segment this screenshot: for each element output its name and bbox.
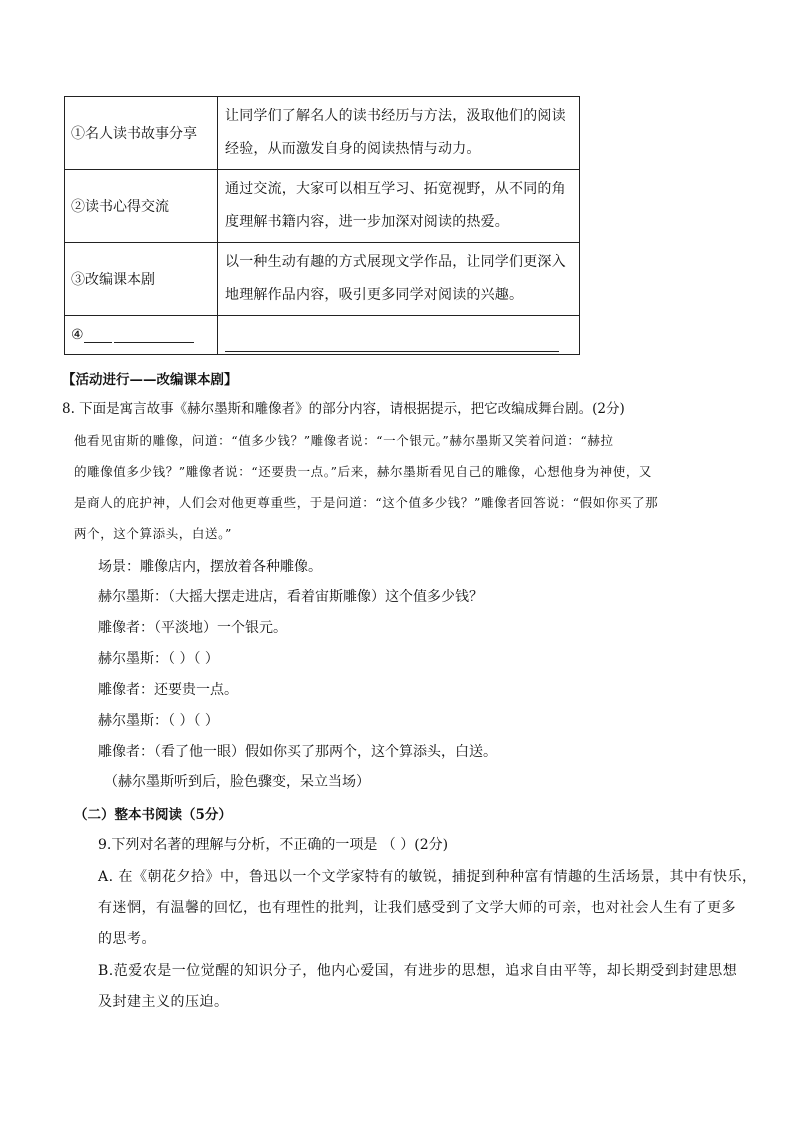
activity-item: ③改编课本剧: [65, 243, 218, 316]
script-line: 雕像者：还要贵一点。: [98, 682, 238, 698]
option-a-line: 有迷惘，有温馨的回忆，也有理性的批判，让我们感受到了文学大师的可亲，也对社会人生有了更多: [98, 900, 736, 916]
table-row: [65, 316, 580, 355]
activity-description: [218, 170, 580, 243]
table-row: [65, 97, 580, 170]
answer-blank[interactable]: [84, 328, 112, 343]
table-row: [65, 170, 580, 243]
section-heading: （二）整本书阅读（5分）: [74, 807, 232, 823]
description-line: 经验，从而激发自身的阅读热情与动力。: [225, 141, 481, 157]
answer-blank[interactable]: [114, 328, 194, 343]
script-line: 赫尔墨斯：（大摇大摆走进店，看着宙斯雕像）这个值多少钱？: [98, 589, 483, 605]
activity-description: [218, 243, 580, 316]
activity-item-blank[interactable]: [65, 316, 218, 355]
passage-line: 是商人的庇护神，人们会对他更尊重些，于是问道：“这个值多少钱？”雕像者回答说：“假如你买了那: [74, 495, 659, 510]
script-line: 雕像者：（看了他一眼）假如你买了那两个，这个算添头，白送。: [98, 744, 497, 760]
option-a-line: A. 在《朝花夕拾》中，鲁迅以一个文学家特有的敏锐，捕捉到种种富有情趣的生活场景，其中有快乐，: [98, 869, 757, 885]
script-line: 场景：雕像店内，摆放着各种雕像。: [98, 559, 322, 575]
description-line: 让同学们了解名人的读书经历与方法，汲取他们的阅读: [225, 108, 566, 124]
description-line: 度理解书籍内容，进一步加深对阅读的热爱。: [225, 214, 509, 230]
passage-line: 两个，这个算添头，白送。”: [74, 526, 232, 541]
passage-line: 他看见宙斯的雕像，问道：“值多少钱？”雕像者说：“一个银元。”赫尔墨斯又笑着问道：“赫拉: [74, 433, 614, 448]
activity-description-blank[interactable]: [218, 316, 580, 355]
item-number: ④: [71, 327, 84, 343]
activity-table: [64, 96, 580, 355]
answer-blank[interactable]: [265, 337, 559, 352]
table-row: [65, 243, 580, 316]
activity-item: ①名人读书故事分享: [65, 97, 218, 170]
question-9-prompt: 9.下列对名著的理解与分析，不正确的一项是 （ ）(2分): [98, 837, 449, 853]
script-line-blank[interactable]: 赫尔墨斯：（ ）（ ）: [98, 651, 219, 667]
description-line: 地理解作品内容，吸引更多同学对阅读的兴趣。: [225, 287, 524, 303]
option-b-line: B.范爱农是一位觉醒的知识分子，他内心爱国，有进步的思想，追求自由平等，却长期受到封建思想: [98, 963, 738, 979]
passage-line: 的雕像值多少钱？”雕像者说：“还要贵一点。”后来，赫尔墨斯看见自己的雕像，心想他身为神使，又: [74, 464, 653, 479]
option-a-line: 的思考。: [98, 931, 156, 947]
script-line-blank[interactable]: 赫尔墨斯：（ ）（ ）: [98, 713, 219, 729]
description-line: 通过交流，大家可以相互学习、拓宽视野，从不同的角: [225, 181, 566, 197]
script-line: （赫尔墨斯听到后，脸色骤变，呆立当场）: [104, 774, 370, 790]
description-line: 以一种生动有趣的方式展现文学作品，让同学们更深入: [225, 254, 566, 270]
activity-heading: 【活动进行——改编课本剧】: [62, 372, 238, 388]
activity-item: ②读书心得交流: [65, 170, 218, 243]
question-8-prompt: 8. 下面是寓言故事《赫尔墨斯和雕像者》的部分内容，请根据提示，把它改编成舞台剧。(2分): [62, 401, 625, 417]
script-line: 雕像者：（平淡地）一个银元。: [98, 620, 287, 636]
answer-blank[interactable]: [225, 337, 265, 352]
activity-description: [218, 97, 580, 170]
option-b-line: 及封建主义的压迫。: [98, 994, 229, 1010]
